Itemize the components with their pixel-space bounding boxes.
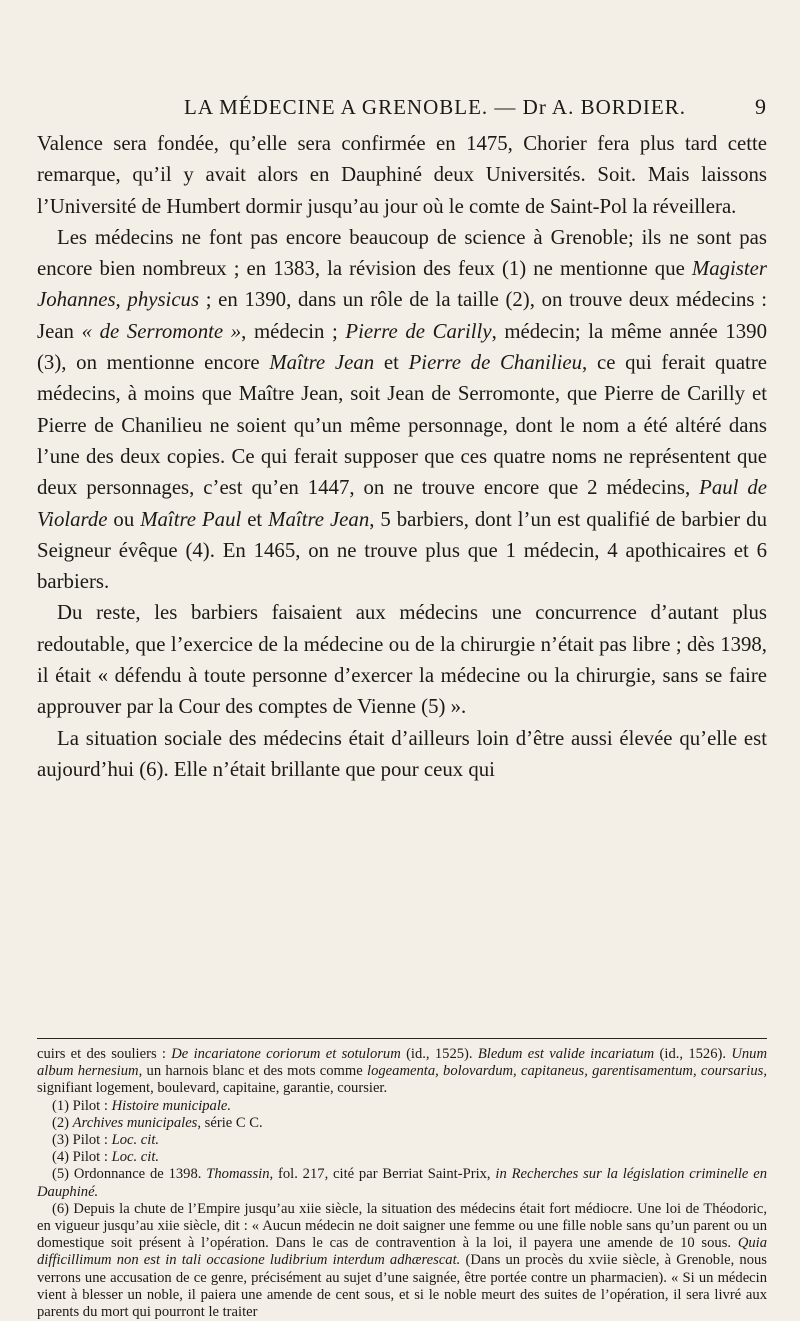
italic-run: Maître Paul — [140, 507, 242, 531]
text-run: et — [374, 351, 409, 375]
footnote-continuation — [37, 1046, 767, 1098]
footnote-6 — [37, 1201, 767, 1321]
text-run: (6) Depuis la chute de l’Empire jusqu’au xiie siècle, la situation des médecins était fort médiocre. Une loi de Théodoric, en vigueur jusqu’au xiie siècle, dit : « Aucun médecin ne doit saigner une femme ou une fille noble sans qu’un parent ou un domestique soit présent à l’opération. Dans le cas de contravention à la loi, il payera une amende de 10 sous. — [37, 1200, 767, 1252]
footnote-divider — [37, 1038, 767, 1039]
italic-run: Archives municipales — [72, 1114, 198, 1131]
paragraph-4 — [37, 723, 767, 786]
text-run: (id., 1525). — [400, 1046, 478, 1062]
paragraph-2 — [37, 222, 767, 598]
italic-run: « de Serromonte » — [81, 319, 242, 343]
italic-run: Maître Jean — [268, 507, 370, 531]
italic-run: Magister Johannes, physicus — [37, 257, 767, 312]
text-run: (2) — [52, 1114, 73, 1131]
text-run: (Dans un procès du xviie siècle, à Grenoble, nous verrons une accusation de ce genre, précisément au sujet d’une saignée, être portée contre un pharmacien). « Si un médecin vient à blesser un noble, il paiera une amende de cent sous, et si le noble meurt des suites de l’opération, il sera livré aux parents du mort qui pourront le traiter — [37, 1252, 767, 1321]
footnote-1 — [37, 1098, 767, 1115]
text-run: cuirs et des souliers : — [37, 1046, 172, 1062]
footnote-4 — [37, 1149, 767, 1166]
text-run: (3) Pilot : — [52, 1132, 112, 1149]
page-number: 9 — [755, 94, 766, 119]
italic-run: Maître Jean — [269, 351, 375, 375]
text-run: (5) Ordonnance de 1398. — [52, 1166, 207, 1183]
italic-run: Paul de Violarde — [37, 476, 767, 531]
italic-run: Bledum est valide incariatum — [477, 1046, 655, 1062]
italic-run: Quia difficillimum non est in tali occasione ludibrium interdum adhærescat. — [37, 1235, 767, 1269]
text-run: Les médecins ne font pas encore beaucoup de science à Grenoble; ils ne sont pas encore bien nombreux ; en 1383, la révision des feux (1) ne mentionne que — [37, 225, 767, 281]
text-run: , 5 barbiers, dont l’un est qualifié de barbier du Seigneur évêque (4). En 1465, on ne trouve plus que 1 médecin, 4 apothicaires et 6 barbiers. — [37, 507, 767, 594]
text-run: , ce qui ferait quatre médecins, à moins que Maître Jean, soit Jean de Serromonte, que Pierre de Carilly et Pierre de Chanilieu ne soient qu’un même personnage, dont le nom a été altéré dans l’une des deux copies. Ce qui ferait supposer que ces quatre noms ne représentent que deux personnages, c’est qu’en 1447, on ne trouve encore que 2 médecins, — [37, 351, 767, 500]
paragraph-3 — [37, 597, 767, 722]
italic-run: Thomassin — [206, 1166, 270, 1183]
running-head: LA MÉDECINE A GRENOBLE. — Dr A. BORDIER. — [184, 95, 686, 119]
text-run: , médecin ; — [241, 319, 346, 343]
text-run: , signifiant logement, boulevard, capitaine, garantie, coursier. — [37, 1063, 767, 1097]
text-run: , médecin; la même année 1390 (3), on mentionne encore — [37, 319, 767, 375]
text-run: et — [241, 507, 269, 531]
italic-run: De incariatone coriorum et sotulorum — [171, 1046, 401, 1062]
text-run: Valence sera fondée, qu’elle sera confirmée en 1475, Chorier fera plus tard cette remarque, qu’il y avait alors en Dauphiné deux Universités. Soit. Mais laissons l’Université de Humbert dormir jusqu’au jour où le comte de Saint-Pol la réveillera. — [37, 132, 767, 218]
text-run: (id., 1526). — [654, 1046, 732, 1062]
italic-run: Loc. cit. — [111, 1149, 160, 1166]
text-run: ; en 1390, dans un rôle de la taille (2), on trouve deux médecins : Jean — [37, 288, 767, 343]
text-run: (4) Pilot : — [52, 1149, 112, 1166]
footnote-2 — [37, 1115, 767, 1132]
text-run: ou — [107, 507, 141, 531]
footnotes — [37, 1046, 767, 1321]
text-run: , fol. 217, cité par Berriat Saint-Prix, — [269, 1166, 496, 1183]
italic-run: Loc. cit. — [111, 1132, 160, 1149]
footnote-5 — [37, 1166, 767, 1200]
italic-run: logeamenta, bolovardum, capitaneus, garentisamentum, coursarius — [367, 1063, 764, 1080]
page-header — [36, 94, 766, 120]
text-run: , série C C. — [197, 1114, 263, 1131]
footnote-3 — [37, 1132, 767, 1149]
paragraph-1 — [37, 128, 767, 222]
italic-run: in Recherches sur la législation criminelle en Dauphiné. — [37, 1166, 767, 1200]
italic-run: Histoire municipale. — [111, 1097, 232, 1114]
italic-run: Pierre de Chanilieu — [408, 351, 583, 375]
text-run: , un harnois blanc et des mots comme — [138, 1063, 368, 1080]
text-run: La situation sociale des médecins était d’ailleurs loin d’être aussi élevée qu’elle est aujourd’hui (6). Elle n’était brillante que pour ceux qui — [37, 726, 767, 781]
main-text — [37, 128, 767, 785]
text-run: Du reste, les barbiers faisaient aux médecins une concurrence d’autant plus redoutable, que l’exercice de la médecine ou de la chirurgie n’était pas libre ; dès 1398, il était « défendu à toute personne d’exercer la médecine ou la chirurgie, sans se faire approuver par la Cour des comptes de Vienne (5) ». — [37, 601, 767, 719]
text-run: (1) Pilot : — [52, 1097, 112, 1114]
italic-run: Unum album hernesium — [37, 1046, 767, 1080]
italic-run: Pierre de Carilly — [345, 319, 492, 343]
